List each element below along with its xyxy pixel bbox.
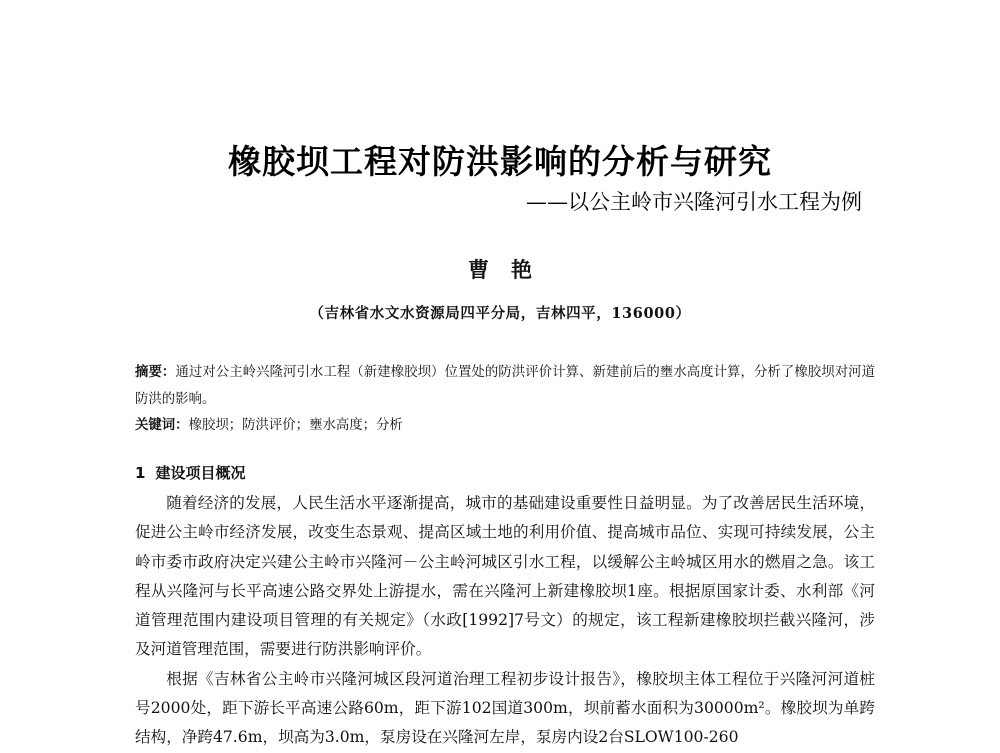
section-heading (135, 461, 875, 485)
body-text (135, 489, 875, 753)
abstract (135, 359, 875, 413)
paragraph: 随着经济的发展，人民生活水平逐渐提高，城市的基础建设重要性日益明显。为了改善居民生活环境，促进公主岭市经济发展，改变生态景观、提高区域土地的利用价值、提高城市品位、实现可持续发展，公主岭市委市政府决定兴建公主岭市兴隆河－公主岭河城区引水工程，以缓解公主岭城区用水的燃眉之急。该工程从兴隆河与长平高速公路交界处上游提水，需在兴隆河上新建橡胶坝1座。根据原国家计委、水利部《河道管理范围内建设项目管理的有关规定》（水政[1992]7号文）的规定，该工程新建橡胶坝拦截兴隆河，涉及河道管理范围，需要进行防洪影响评价。 (135, 494, 875, 659)
abstract-label: 摘要： (135, 365, 176, 380)
paragraph: 根据《吉林省公主岭市兴隆河城区段河道治理工程初步设计报告》，橡胶坝主体工程位于兴隆河河道桩号2000处，距下游长平高速公路60m，距下游102国道300m，坝前蓄水面积为30000m²。橡胶坝为单跨结构，净跨47.6m，坝高为3.0m，泵房设在兴隆河左岸，泵房内设2台SLOW100-260 (135, 669, 875, 747)
paper-title: 橡胶坝工程对防洪影响的分析与研究 (228, 142, 772, 181)
section-title: 建设项目概况 (155, 464, 246, 482)
paper-subtitle: ——以公主岭市兴隆河引水工程为例 (526, 190, 862, 214)
author-affiliation: （吉林省水文水资源局四平分局，吉林四平，136000） (309, 305, 691, 322)
section-number: 1 (135, 464, 146, 482)
author-name: 曹艳 (468, 258, 554, 282)
keywords-text: 橡胶坝；防洪评价；壅水高度；分析 (188, 418, 403, 433)
keywords (135, 414, 875, 438)
abstract-text: 通过对公主岭兴隆河引水工程（新建橡胶坝）位置处的防洪评价计算、新建前后的壅水高度计算，分析了橡胶坝对河道防洪的影响。 (135, 365, 876, 407)
keywords-label: 关键词： (135, 418, 189, 433)
